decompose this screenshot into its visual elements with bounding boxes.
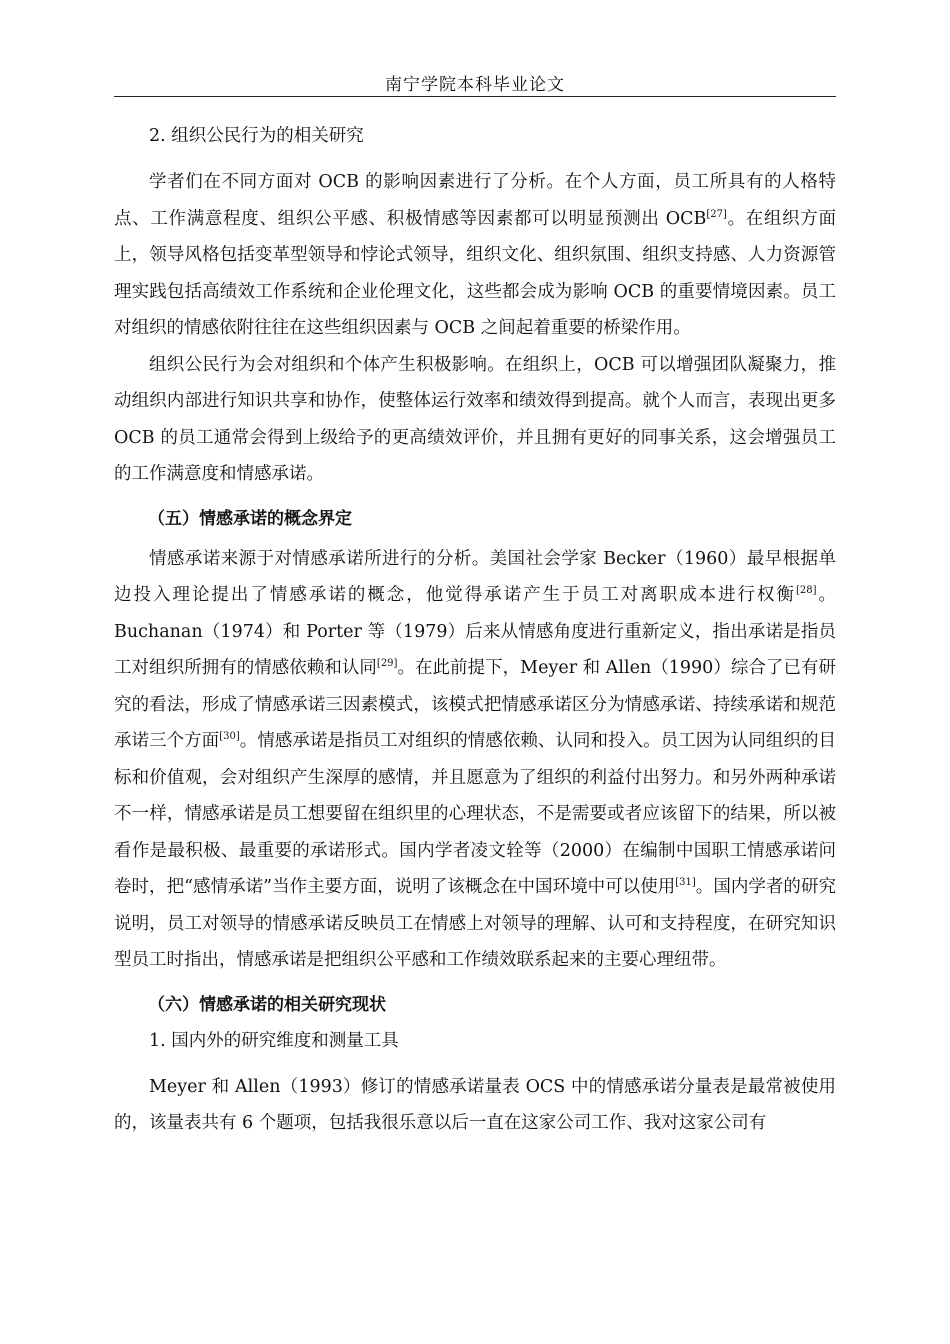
section-heading: （五）情感承诺的概念界定 [148, 508, 352, 529]
paragraph: 学者们在不同方面对 OCB 的影响因素进行了分析。在个人方面，员工所具有的人格特点、工作满意程度、组织公平感、积极情感等因素都可以明显预测出 OCB[27]。在组织方面上，领导风格包括变革型领导和悖论式领导，组织文化、组织氛围、组织支持感、人力资源管理实践包括高绩效工作系统和企业伦理文化，这些都会成为影响 OCB 的重要情境因素。员工对组织的情感依附往往在这些组织因素与 OCB 之间起着重要的桥梁作用。 [114, 172, 836, 338]
citation: [28] [795, 585, 817, 597]
page-header-title: 南宁学院本科毕业论文 [385, 75, 565, 95]
header-rule [114, 96, 836, 97]
citation: [30] [219, 731, 240, 743]
subsection-heading: 1. 国内外的研究维度和测量工具 [149, 1030, 399, 1051]
citation: [31] [675, 877, 696, 889]
citation: [27] [706, 208, 727, 220]
document-body [114, 118, 836, 1142]
subsection-heading: 2. 组织公民行为的相关研究 [149, 126, 364, 146]
paragraph: 情感承诺来源于对情感承诺所进行的分析。美国社会学家 Becker（1960）最早根据单边投入理论提出了情感承诺的概念，他觉得承诺产生于员工对离职成本进行权衡[28]。Buchanan（1974）和 Porter 等（1979）后来从情感角度进行重新定义，指出承诺是指员工对组织所拥有的情感依赖和认同[29]。在此前提下，Meyer 和 Allen（1990）综合了已有研究的看法，形成了情感承诺三因素模式，该模式把情感承诺区分为情感承诺、持续承诺和规范承诺三个方面[30]。情感承诺是指员工对组织的情感依赖、认同和投入。员工因为认同组织的目标和价值观，会对组织产生深厚的感情，并且愿意为了组织的利益付出努力。和另外两种承诺不一样，情感承诺是员工想要留在组织里的心理状态，不是需要或者应该留下的结果，所以被看作是最积极、最重要的承诺形式。国内学者凌文辁等（2000）在编制中国职工情感承诺问卷时，把“感情承诺”当作主要方面，说明了该概念在中国环境中可以使用[31]。国内学者的研究说明，员工对领导的情感承诺反映员工在情感上对领导的理解、认可和支持程度，在研究知识型员工时指出，情感承诺是把组织公平感和工作绩效联系起来的主要心理纽带。 [114, 548, 837, 970]
paragraph: Meyer 和 Allen（1993）修订的情感承诺量表 OCS 中的情感承诺分量表是最常被使用的，该量表共有 6 个题项，包括我很乐意以后一直在这家公司工作、我对这家公司有 [114, 1076, 836, 1133]
paragraph: 组织公民行为会对组织和个体产生积极影响。在组织上，OCB 可以增强团队凝聚力，推动组织内部进行知识共享和协作，使整体运行效率和绩效得到提高。就个人而言，表现出更多 OCB 的员工通常会得到上级给予的更高绩效评价，并且拥有更好的同事关系，这会增强员工的工作满意度和情感承诺。 [114, 354, 836, 484]
citation: [29] [376, 658, 398, 670]
section-heading: （六）情感承诺的相关研究现状 [148, 994, 386, 1015]
